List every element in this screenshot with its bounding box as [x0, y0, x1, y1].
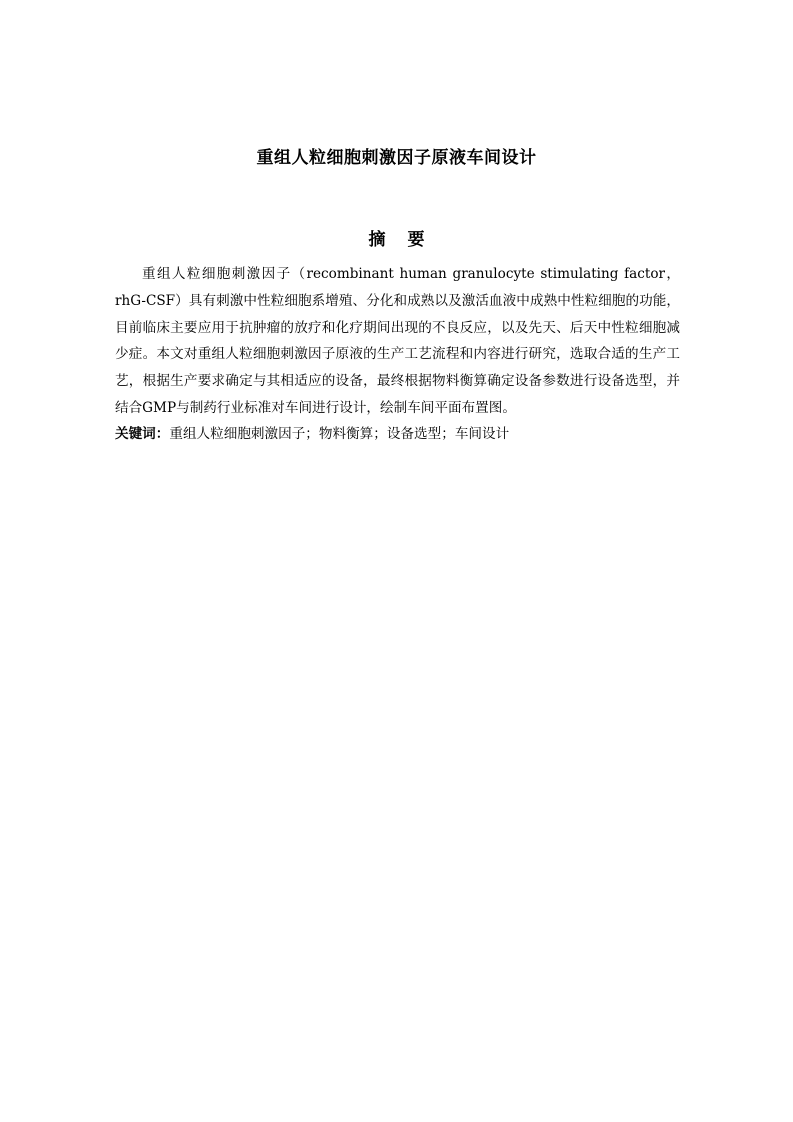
keywords-text: 重组人粒细胞刺激因子；物料衡算；设备选型；车间设计 [169, 426, 510, 442]
abstract-heading-right: 要 [407, 230, 425, 250]
keywords-line [115, 421, 680, 448]
abstract-heading-left: 摘 [368, 230, 386, 250]
abstract-heading [0, 228, 793, 252]
keywords-label: 关键词： [115, 426, 170, 442]
document-title: 重组人粒细胞刺激因子原液车间设计 [256, 148, 537, 168]
abstract-body: 重组人粒细胞刺激因子（recombinant human granulocyte stimulating factor，rhG-CSF）具有刺激中性粒细胞系增殖、分化和成熟以及激活血液中成熟中性粒细胞的功能，目前临床主要应用于抗肿瘤的放疗和化疗期间出现的不良反应，以及先天、后天中性粒细胞减少症。本文对重组人粒细胞刺激因子原液的生产工艺流程和内容进行研究，选取合适的生产工艺，根据生产要求确定与其相适应的设备，最终根据物料衡算确定设备参数进行设备选型，并结合GMP与制药行业标准对车间进行设计，绘制车间平面布置图。 [115, 266, 680, 416]
